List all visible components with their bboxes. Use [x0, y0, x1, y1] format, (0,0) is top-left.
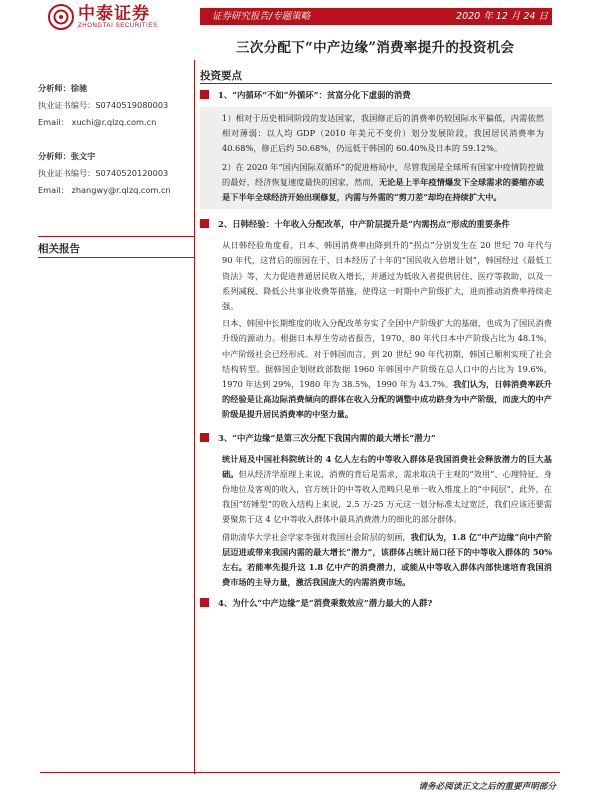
footer-rule [40, 772, 560, 773]
email-label: Email： [38, 185, 69, 195]
point-heading: 2、日韩经验：十年收入分配改革，中产阶层提升是“内需拐点”形成的重要条件 [200, 217, 552, 232]
analyst-role: 分析师： [38, 83, 71, 93]
cert-label: 执业证书编号： [38, 100, 96, 110]
square-bullet-icon [200, 90, 209, 99]
cert-number: S0740519080003 [95, 100, 169, 110]
related-reports-title: 相关报告 [38, 243, 80, 255]
point-heading: 1、“内循环”不如“外循环”：贫富分化下虚弱的消费 [200, 88, 552, 103]
logo-cn-text: 中泰证券 [78, 4, 150, 24]
analyst-block-2 [38, 148, 188, 199]
point-1-para-2: 2）在 2020 年“国内国际双循环”的促进格局中，尽管我国是全球所有国家中疫情防控做的最好，经济恢复速度最快的国家，然而，无论是上半年疫情爆发下全球需求的萎缩亦或是下半年全球经济开始出现修复，内需与外需的“剪刀差”却均在持续扩大中。 [222, 161, 544, 203]
logo-mark-icon [48, 4, 74, 30]
square-bullet-icon [200, 219, 209, 228]
section-header [200, 64, 552, 84]
point-heading: 4、为什么“中产边缘”是“消费乘数效应”潜力最大的人群? [200, 596, 552, 611]
analyst-role: 分析师： [38, 151, 71, 161]
point-2-para-2: 日本、韩国中长期维度的收入分配改革夯实了全国中产阶级扩大的基础，也成为了国民消费升级的源动力。根据日本厚生劳动省报告，1970、80 年代日本中产阶级占比为 48.1%，中产阶级社会已经形成。对于韩国而言，到 20 世纪 90 年代初期，韩国已顺利实现了社会结构转型。据韩国企划财政部数据 1960 年韩国中产阶级在总人口中的占比为 19.6%，1970 年达到 29%，1980 年为 38.5%，1990 年为 43.7%。我们认为，日韩消费率跃升的经验是让高边际消费倾向的群体在收入分配的调整中成功跻身为中产阶级，而庞大的中产阶级是提升居民消费率的中坚力量。 [222, 318, 552, 420]
company-logo [48, 4, 158, 30]
analyst-email[interactable]: xuchi@r.qlzq.com.cn [71, 117, 157, 127]
analyst-block-1 [38, 80, 188, 131]
column-divider [194, 60, 195, 774]
point-3-para-1: 统计局及中国社科院统计的 4 亿人左右的中等收入群体是我国消费社会释放潜力的巨大基础。但从经济学原理上来说，消费的背后是需求，需求取决于主观的“效用”、心理特征、身份地位及客观的收入，官方统计的中等收入范畴只是单一收入维度上的“中间层”，此外，在我国“纺锤型”的收入结构上来说，2.5 万-25 万元这一划分标准太过宽泛，我们应该还要需要聚焦于这 4 亿中等收入群体中最具消费潜力的细化的部分群体。 [222, 453, 552, 525]
cert-number: S0740520120003 [95, 168, 169, 178]
point-2-para-1: 从日韩经验角度看，日本、韩国消费率由降到升的“拐点”分别发生在 20 世纪 70 年代与 90 年代，这背后的原因在于，日本经历了十年的“国民收入倍增计划”，韩国经过《最低工资法》等，大力促进普通居民收入增长，并通过为低收入者提供居住、医疗等救助，以及一系列减税、降低公共事业收费等措施，使得这一时期中产阶级扩大，进而推动消费率持续走强。 [222, 240, 552, 312]
email-label: Email： [38, 117, 69, 127]
point-1-gray-box [200, 107, 552, 209]
main-content [200, 86, 560, 611]
section-title: 投资要点 [200, 70, 242, 82]
analyst-name: 张文宇 [70, 151, 96, 161]
analyst-email[interactable]: zhangwy@r.qlzq.com.cn [71, 185, 171, 195]
logo-en-text: ZHONGTAI SECURITIES [78, 23, 158, 29]
footer-disclaimer: 请务必阅读正文之后的重要声明部分 [418, 782, 556, 792]
point-heading: 3、“中产边缘”是第三次分配下我国内需的最大增长“潜力” [200, 431, 552, 446]
cert-label: 执业证书编号： [38, 168, 96, 178]
related-reports-header [38, 236, 194, 258]
report-title: 三次分配下“中产边缘”消费率提升的投资机会 [236, 40, 515, 56]
point-3-para-2: 借助清华大学社会学家李强对我国社会阶层的刻画，我们认为，1.8 亿“中产边缘”向中产阶层迈进或带来我国内需的最大增长“潜力”，该群体占统计局口径下的中等收入群体的 50%左右。若能率先提升这 1.8 亿中产的消费潜力，或能从中等收入群体内部快速培育我国消费市场的主导力量，激活我国庞大的内需消费市场。 [222, 531, 552, 588]
point-1-para-1: 1）相对于历史相同阶段的发达国家，我国修正后的消费率仍较国际水平偏低，内需依然相对薄弱：以人均 GDP（2010 年美元不变价）划分发展阶段，我国居民消费率为 40.68%，修正后约 50.68%，仍远低于韩国的 60.40%及日本的 59.12%。 [222, 113, 544, 154]
report-date: 2020 年 12 月 24 日 [456, 11, 548, 22]
square-bullet-icon [200, 433, 209, 442]
square-bullet-icon [200, 598, 209, 607]
analyst-name: 徐驰 [70, 83, 88, 93]
report-type: 证券研究报告/专题策略 [212, 11, 311, 22]
